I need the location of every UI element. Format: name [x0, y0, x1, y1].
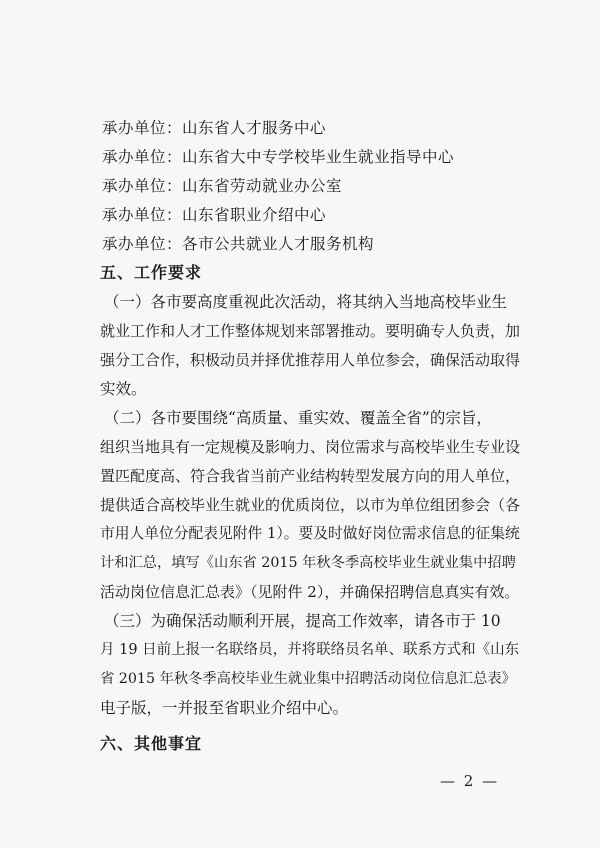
paragraph-line: 省 2015 年秋冬季高校毕业生就业集中招聘活动岗位信息汇总表》: [100, 671, 516, 687]
paragraph-line: 置匹配度高、符合我省当前产业结构转型发展方向的用人单位，: [100, 467, 521, 485]
organizer-line: 承办单位：山东省人才服务中心: [102, 119, 327, 137]
organizer-line: 承办单位：山东省职业介绍中心: [102, 206, 327, 224]
organizer-line: 承办单位：各市公共就业人才服务机构: [102, 235, 375, 253]
section-heading-requirements: 五、工作要求: [100, 263, 203, 282]
paragraph-line: 组织当地具有一定规模及影响力、岗位需求与高校毕业生专业设: [100, 438, 521, 456]
paragraph-line: 就业工作和人才工作整体规划来部署推动。要明确专人负责，加: [100, 322, 521, 340]
paragraph-line: 计和汇总，填写《山东省 2015 年秋冬季高校毕业生就业集中招聘: [100, 555, 516, 571]
paragraph-line: 电子版，一并报至省职业介绍中心。: [100, 699, 349, 717]
paragraph-line: 实效。: [100, 380, 147, 398]
paragraph-line: （二）各市要围绕“高质量、重实效、覆盖全省”的宗旨，: [104, 409, 492, 427]
paragraph-line: 市用人单位分配表见附件 1）。要及时做好岗位需求信息的征集统: [100, 525, 520, 542]
organizer-line: 承办单位：山东省大中专学校毕业生就业指导中心: [102, 148, 455, 166]
paragraph-line: 月 19 日前上报一名联络员，并将联络员名单、联系方式和《山东: [100, 642, 520, 658]
organizer-line: 承办单位：山东省劳动就业办公室: [102, 177, 343, 195]
section-heading-other: 六、其他事宜: [100, 734, 203, 753]
paragraph-line: 强分工合作，积极动员并择优推荐用人单位参会，确保活动取得: [100, 351, 521, 369]
page-number: — 2 —: [440, 772, 500, 790]
paragraph-line: 提供适合高校毕业生就业的优质岗位，以市为单位组团参会（各: [100, 496, 521, 514]
paragraph-line: （一）各市要高度重视此次活动，将其纳入当地高校毕业生: [104, 293, 508, 311]
paragraph-line: 活动岗位信息汇总表》（见附件 2），并确保招聘信息真实有效。: [100, 583, 520, 601]
paragraph-line: （三）为确保活动顺利开展，提高工作效率，请各市于 10: [104, 612, 501, 630]
